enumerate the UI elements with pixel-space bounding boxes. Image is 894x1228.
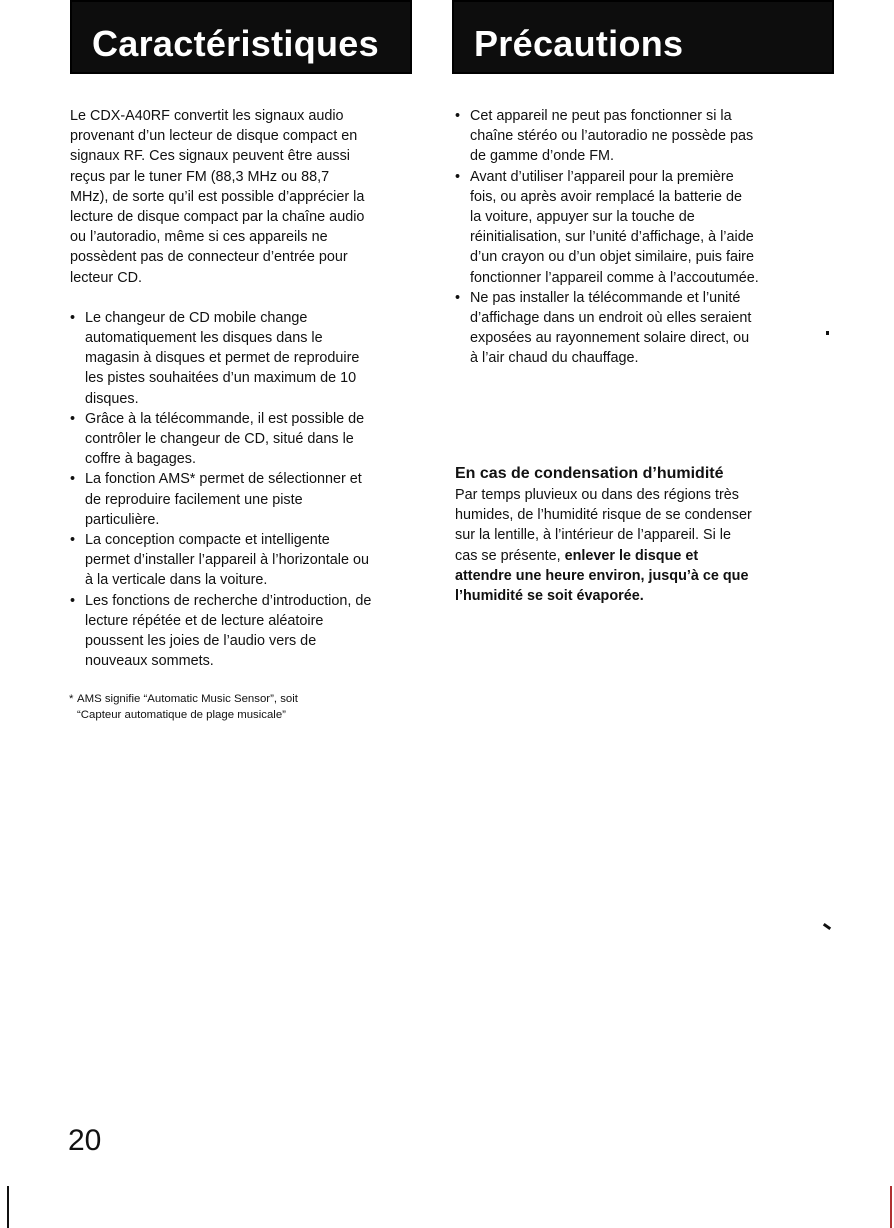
precaution-item xyxy=(455,288,797,369)
feature-line: les pistes souhaitées d’un maximum de 10 xyxy=(85,370,357,387)
feature-item xyxy=(70,591,410,672)
intro-line: possèdent pas de connecteur d’entrée pour xyxy=(70,249,348,266)
feature-line: particulière. xyxy=(85,511,160,528)
intro-line: ou l’autoradio, même si ces appareils ne xyxy=(70,229,328,246)
feature-line: de reproduire facilement une piste xyxy=(85,491,303,508)
precaution-item xyxy=(455,167,797,288)
precaution-line: fonctionner l’appareil comme à l’accoutumée. xyxy=(470,269,759,286)
precaution-line: Avant d’utiliser l’appareil pour la première xyxy=(470,168,734,185)
condensation-warning: attendre une heure environ, jusqu’à ce que xyxy=(455,567,749,584)
condensation-line: cas se présente, xyxy=(455,547,565,564)
intro-line: signaux RF. Ces signaux peuvent être aussi xyxy=(70,148,350,165)
precautions-heading: Précautions xyxy=(474,23,684,64)
bullet-dot: • xyxy=(455,168,461,185)
precaution-line: la voiture, appuyer sur la touche de xyxy=(470,209,695,226)
condensation-line: sur la lentille, à l’intérieur de l’appareil. Si le xyxy=(455,527,731,544)
feature-line: Grâce à la télécommande, il est possible de xyxy=(85,410,365,427)
condensation-warning: l’humidité se soit évaporée. xyxy=(455,588,644,605)
precaution-line: Cet appareil ne peut pas fonctionner si la xyxy=(470,108,732,124)
precaution-line: à l’air chaud du chauffage. xyxy=(470,350,639,367)
feature-line: La fonction AMS* permet de sélectionner et xyxy=(85,471,362,488)
feature-line: disques. xyxy=(85,390,139,407)
bullet-dot: • xyxy=(70,471,76,488)
condensation-warning: enlever le disque et xyxy=(564,547,699,564)
intro-line: MHz), de sorte qu’il est possible d’apprécier la xyxy=(70,188,365,205)
intro-line: lecteur CD. xyxy=(70,269,142,286)
feature-line: permet d’installer l’appareil à l’horizontale ou xyxy=(85,552,369,569)
features-column xyxy=(70,106,410,723)
scan-speck xyxy=(826,331,829,335)
intro-paragraph xyxy=(70,106,410,288)
condensation-paragraph xyxy=(455,485,797,606)
intro-line: provenant d’un lecteur de disque compact en xyxy=(70,128,358,145)
bullet-dot: • xyxy=(70,410,76,427)
scan-edge-mark xyxy=(890,1186,892,1228)
precaution-line: d’affichage dans un endroit où elles seraient xyxy=(470,310,752,327)
intro-line: reçus par le tuner FM (88,3 MHz ou 88,7 xyxy=(70,168,330,185)
precautions-header-bar xyxy=(452,0,834,74)
feature-line: coffre à bagages. xyxy=(85,451,196,468)
condensation-line: Par temps pluvieux ou dans des régions très xyxy=(455,487,739,503)
intro-line: lecture de disque compact par la chaîne audio xyxy=(70,209,365,226)
precaution-line: réinitialisation, sur l’unité d’affichage, à l’aide xyxy=(470,229,754,246)
features-heading: Caractéristiques xyxy=(92,23,379,64)
precaution-line: fois, ou après avoir remplacé la batterie de xyxy=(470,188,742,205)
condensation-heading: En cas de condensation d’humidité xyxy=(455,465,724,482)
bullet-dot: • xyxy=(70,532,76,549)
scan-speck xyxy=(823,923,831,930)
feature-line: à la verticale dans la voiture. xyxy=(85,572,268,589)
feature-line: contrôler le changeur de CD, situé dans le xyxy=(85,431,354,448)
feature-item xyxy=(70,308,410,409)
bullet-dot: • xyxy=(70,592,76,609)
feature-line: La conception compacte et intelligente xyxy=(85,532,330,549)
feature-line: poussent les joies de l’audio vers de xyxy=(85,633,317,650)
footnote-asterisk: * xyxy=(69,693,74,706)
precaution-line: de gamme d’onde FM. xyxy=(470,148,614,165)
bullet-dot: • xyxy=(455,108,461,124)
feature-item xyxy=(70,530,410,591)
precaution-line: exposées au rayonnement solaire direct, ou xyxy=(470,330,750,347)
intro-line: Le CDX-A40RF convertit les signaux audio xyxy=(70,108,344,124)
feature-item xyxy=(70,409,410,470)
condensation-section xyxy=(455,463,797,606)
feature-line: Le changeur de CD mobile change xyxy=(85,309,308,326)
ams-footnote xyxy=(70,691,410,723)
features-list xyxy=(70,308,410,672)
precautions-list xyxy=(455,106,797,369)
bullet-dot: • xyxy=(70,309,76,326)
condensation-line: humides, de l’humidité risque de se condenser xyxy=(455,507,752,524)
feature-item xyxy=(70,469,410,530)
precaution-line: Ne pas installer la télécommande et l’unité xyxy=(470,289,741,306)
precaution-item xyxy=(455,106,797,167)
footnote-line: “Capteur automatique de plage musicale” xyxy=(77,709,286,722)
feature-line: magasin à disques et permet de reproduire xyxy=(85,350,360,367)
feature-line: lecture répétée et de lecture aléatoire xyxy=(85,612,324,629)
feature-line: nouveaux sommets. xyxy=(85,653,214,670)
bullet-dot: • xyxy=(455,289,461,306)
footnote-line: AMS signifie “Automatic Music Sensor”, soit xyxy=(77,693,298,706)
precaution-line: d’un crayon ou d’un objet similaire, puis faire xyxy=(470,249,754,266)
page-number: 20 xyxy=(68,1124,102,1157)
feature-line: Les fonctions de recherche d’introduction, de xyxy=(85,592,372,609)
scan-edge-mark xyxy=(7,1186,9,1228)
precautions-column xyxy=(455,106,797,369)
precaution-line: chaîne stéréo ou l’autoradio ne possède pas xyxy=(470,128,754,145)
feature-line: automatiquement les disques dans le xyxy=(85,330,323,347)
features-header-bar xyxy=(70,0,412,74)
